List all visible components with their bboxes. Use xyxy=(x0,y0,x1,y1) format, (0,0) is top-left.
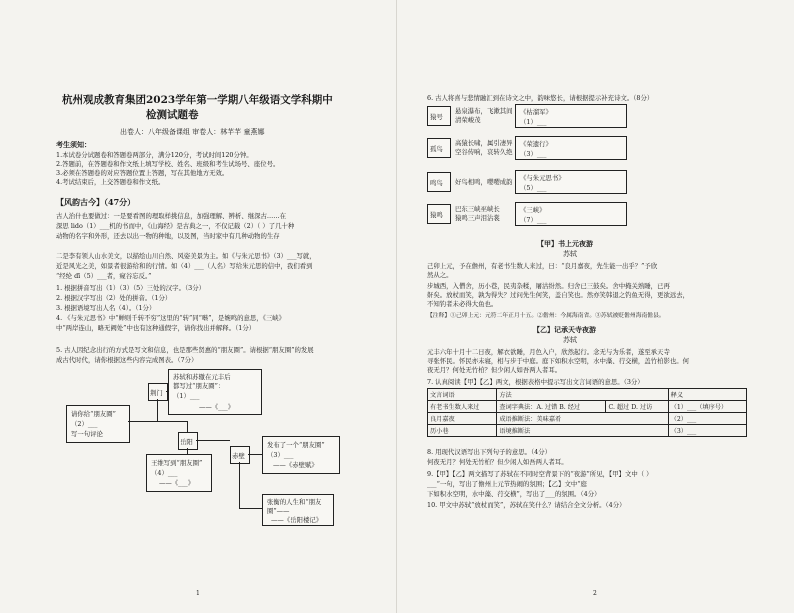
text-b-line: 寻张怀民。怀民亦未寝，相与步于中庭。庭下如积水空明，水中藻、荇交横，盖竹柏影也。何 xyxy=(427,357,690,365)
text-a-line: 己卯上元，予在儋州，有老书生数人来过，曰：“良月嘉夜，先生能一出乎？”予欣 xyxy=(427,262,658,270)
label-cell: 猿号 xyxy=(427,106,451,126)
table-header-row xyxy=(428,389,747,401)
desc: 悬泉瀑布，飞漱其间 xyxy=(455,107,513,115)
table-cell: 成语推断法：美味嘉肴 xyxy=(497,413,668,425)
question-8: 8. 用现代汉语写出下列句子的意思。（4分） xyxy=(427,448,552,456)
connector xyxy=(196,440,230,441)
table-cell: C. 超过 D. 过访 xyxy=(606,401,668,413)
desc: 巴东三峡巫峡长 xyxy=(455,205,500,213)
connector xyxy=(187,448,188,454)
table-row xyxy=(428,401,747,413)
question-8-sentence: 何夜无月？何处无竹柏？但少闲人如吾两人者耳。 xyxy=(427,458,568,466)
page-number: 2 xyxy=(593,590,597,597)
author-line: 出卷人：八年级备课组 审卷人：林芊芊 童燕娜 xyxy=(120,128,265,136)
text-a-line: 鼾矣。放杖而笑，孰为得失？过问先生何笑，盖自笑也。然亦笑韩退之钓鱼无得，更欲远去， xyxy=(427,291,690,299)
notice-heading: 考生须知： xyxy=(56,140,91,149)
table-cell: （3）___ xyxy=(668,425,746,437)
diagram-box-bottom: 张衡的人生和“朋友 圈”—— ——《岳阳楼记》 xyxy=(262,494,334,526)
question-2: 2. 根据汉字写出（2）处的拼音。（1分） xyxy=(56,294,172,302)
text-a-line: 不知钓者未必得大鱼也。 xyxy=(427,300,498,308)
text-a-author: 苏轼 xyxy=(563,250,577,258)
connector xyxy=(187,421,188,432)
fill-box: 《枯溜军》 （1）___ xyxy=(515,104,627,128)
question-1: 1. 根据拼音写出（1）（3）（5）三处的汉字。（3分） xyxy=(56,284,205,292)
connector xyxy=(157,421,187,422)
text-b-heading: 【乙】记承天寺夜游 xyxy=(533,325,596,334)
passage-line: 深思 lido（1）___机的书而中，《山海经》是古典之一，不仅记载（2）（ ）了几十种 xyxy=(56,222,295,230)
question-3: 3. 根据语境写出人名（4）。（1分） xyxy=(56,304,156,312)
table-cell: 语境推断法 xyxy=(497,425,668,437)
page-number: 1 xyxy=(196,590,200,597)
desc: 清荣峻茂 xyxy=(455,116,481,124)
diagram-box-low: 王维写到“朋友圈” （4）___ ——《___》 xyxy=(146,454,212,492)
notice-1: 1.本试卷分试题卷和答题卷两部分，满分120分，考试时间120分钟。 xyxy=(56,151,253,159)
desc: 猿鸣三声泪沾裳 xyxy=(455,214,500,222)
connector xyxy=(239,462,240,508)
passage-line: 二是李有领人山水美文，以描绘山川自然、风姿美景为主。如《与朱元思书》（3）___写就， xyxy=(56,252,316,260)
label-cell: 猿鸣 xyxy=(427,204,451,224)
exam-title: 杭州观成教育集团2023学年第一学期八年级语文学科期中 xyxy=(62,94,333,106)
connector xyxy=(128,421,157,422)
table-cell: （2）___ xyxy=(668,413,746,425)
table-cell: 有老书生数人来过 xyxy=(428,401,497,413)
table-header: 文言词语 xyxy=(428,389,497,401)
exam-subtitle: 检测试题卷 xyxy=(146,109,199,121)
desc: 高猿长啸，属引凄异 xyxy=(455,139,513,147)
desc: 好鸟相鸣，嘤嘤成韵 xyxy=(455,178,513,186)
table-row xyxy=(428,425,747,437)
label-cell: 鸣鸟 xyxy=(427,172,451,192)
fill-box: 《荣遗行》 （3）___ xyxy=(515,136,627,160)
label-cell: 孤鸟 xyxy=(427,138,451,158)
question-4: 4. 《与朱元思书》中“蝉则千转不穷”这里的“转”同“啭”，是婉鸣的意思，《三峡》 xyxy=(56,314,286,322)
question-9: 9.【甲】【乙】两文描写了苏轼在不同时空背景下的“夜游”所见，【甲】文中（ ） xyxy=(427,470,653,478)
fill-box: 《三峡》 （7）___ xyxy=(515,202,627,226)
text-b-line: 元丰六年十月十二日夜，解衣欲睡，月色入户，欣然起行。念无与为乐者，遂至承天寺 xyxy=(427,348,670,356)
vocab-table xyxy=(427,388,747,437)
right-page xyxy=(397,0,794,613)
table-cell: 查词字典法：A. 过错 B. 经过 xyxy=(497,401,606,413)
text-b-line: 夜无月？何处无竹柏？但少闲人如吾两人者耳。 xyxy=(427,366,562,374)
connector xyxy=(239,508,262,509)
connector xyxy=(248,454,262,455)
text-a-note: 【注释】①己卯上元：元符二年正月十五。②儋州：今属海南省。③苏轼被贬儋州海南儋县。 xyxy=(427,313,665,319)
fill-box: 《与朱元思书》 （5）___ xyxy=(515,170,627,194)
question-9-cont: ___“一句，写出了儋州上元节热闹的氛围；【乙】文中“庭 xyxy=(427,480,587,488)
table-cell: （1）___（填序号） xyxy=(668,401,746,413)
diagram-node-mid: 岳阳 xyxy=(178,432,198,450)
text-a-line: 然从之。 xyxy=(427,271,453,279)
diagram-node-top: 荆门 xyxy=(148,383,168,401)
table-cell: 良月嘉夜 xyxy=(428,413,497,425)
question-10: 10. 甲文中苏轼“放杖而笑”，苏轼在笑什么？请结合全文分析。（4分） xyxy=(427,501,626,509)
table-header: 方法 xyxy=(497,389,668,401)
table-row xyxy=(428,413,747,425)
connector xyxy=(157,399,158,421)
text-a-line: 步城西，入僧舍，历小巷，民夷杂糅，屠沽纷然。归舍已三鼓矣。舍中掩关熟睡，已再 xyxy=(427,282,670,290)
passage-line: 古人治什也要做过：一是要看图的理取样挑信息，加强理解、辨析、继深古……在 xyxy=(56,212,287,220)
notice-2: 2.答题前，在答题卷和作文纸上填写学校、姓名、班级和考生试场号、座位号。 xyxy=(56,160,280,168)
passage-line: 动物的名字和外形，还去以出一物的种地，以及图，当时家中有几种动物的生存 xyxy=(56,232,280,240)
table-header: 释义 xyxy=(668,389,746,401)
notice-4: 4.考试结束后，上交答题卷和作文纸。 xyxy=(56,178,165,186)
diagram-node-bottom: 赤壁 xyxy=(230,446,250,464)
diagram-box-top: 苏轼和苏辙在元丰后 都写过“朋友圈”： （1）___ ——《___》 xyxy=(168,369,262,415)
question-4-cont: 中“两岸连山，略无阙处”中也有这种通假字，请你找出并解释。（1分） xyxy=(56,324,256,332)
section-heading: 【风韵古今】（47分） xyxy=(56,197,136,207)
connector xyxy=(166,391,168,392)
text-b-author: 苏轼 xyxy=(563,336,577,344)
question-5: 5. 古人因纪念出行的方式是写文和信息，也是那些贤惠的“朋友圈”。请根据“朋友圈”的发展 xyxy=(56,346,314,354)
question-5-cont: 成古代时代，请你根据这些内容完成图表。（7分） xyxy=(56,356,198,364)
question-6: 6. 古人将喜与悲情融汇到在诗文之中，韵味悠长，请根据提示补充诗文。（8分） xyxy=(427,94,654,102)
diagram-box-left: 请你给“朋友圈” （2）___ 写一句评论 xyxy=(66,405,130,443)
passage-line: “经纶 dī（5）___者，窥谷忘反。” xyxy=(56,272,152,280)
question-9-cont2: 下如积水空明，水中藻、荇交横”，写出了___的氛围。（4分） xyxy=(427,490,601,498)
text-a-heading: 【甲】书上元夜游 xyxy=(537,239,593,248)
notice-3: 3.必须在答题卷的对应答题位置上答题，写在其他地方无效。 xyxy=(56,169,229,177)
desc: 空谷传响，哀转久绝 xyxy=(455,148,513,156)
question-7: 7. 认真阅读【甲】【乙】两文，根据表格中提示写出文言词语的意思。（3分） xyxy=(427,378,644,386)
table-cell: 历小巷 xyxy=(428,425,497,437)
diagram-box-right: 发布了一个“朋友圈” （3）___ ——《赤壁赋》 xyxy=(262,436,340,474)
passage-line: 近是风光之美，如景者很游给和的行情。如（4）___（人名）写给朱元思的信中，我们看到 xyxy=(56,262,313,270)
